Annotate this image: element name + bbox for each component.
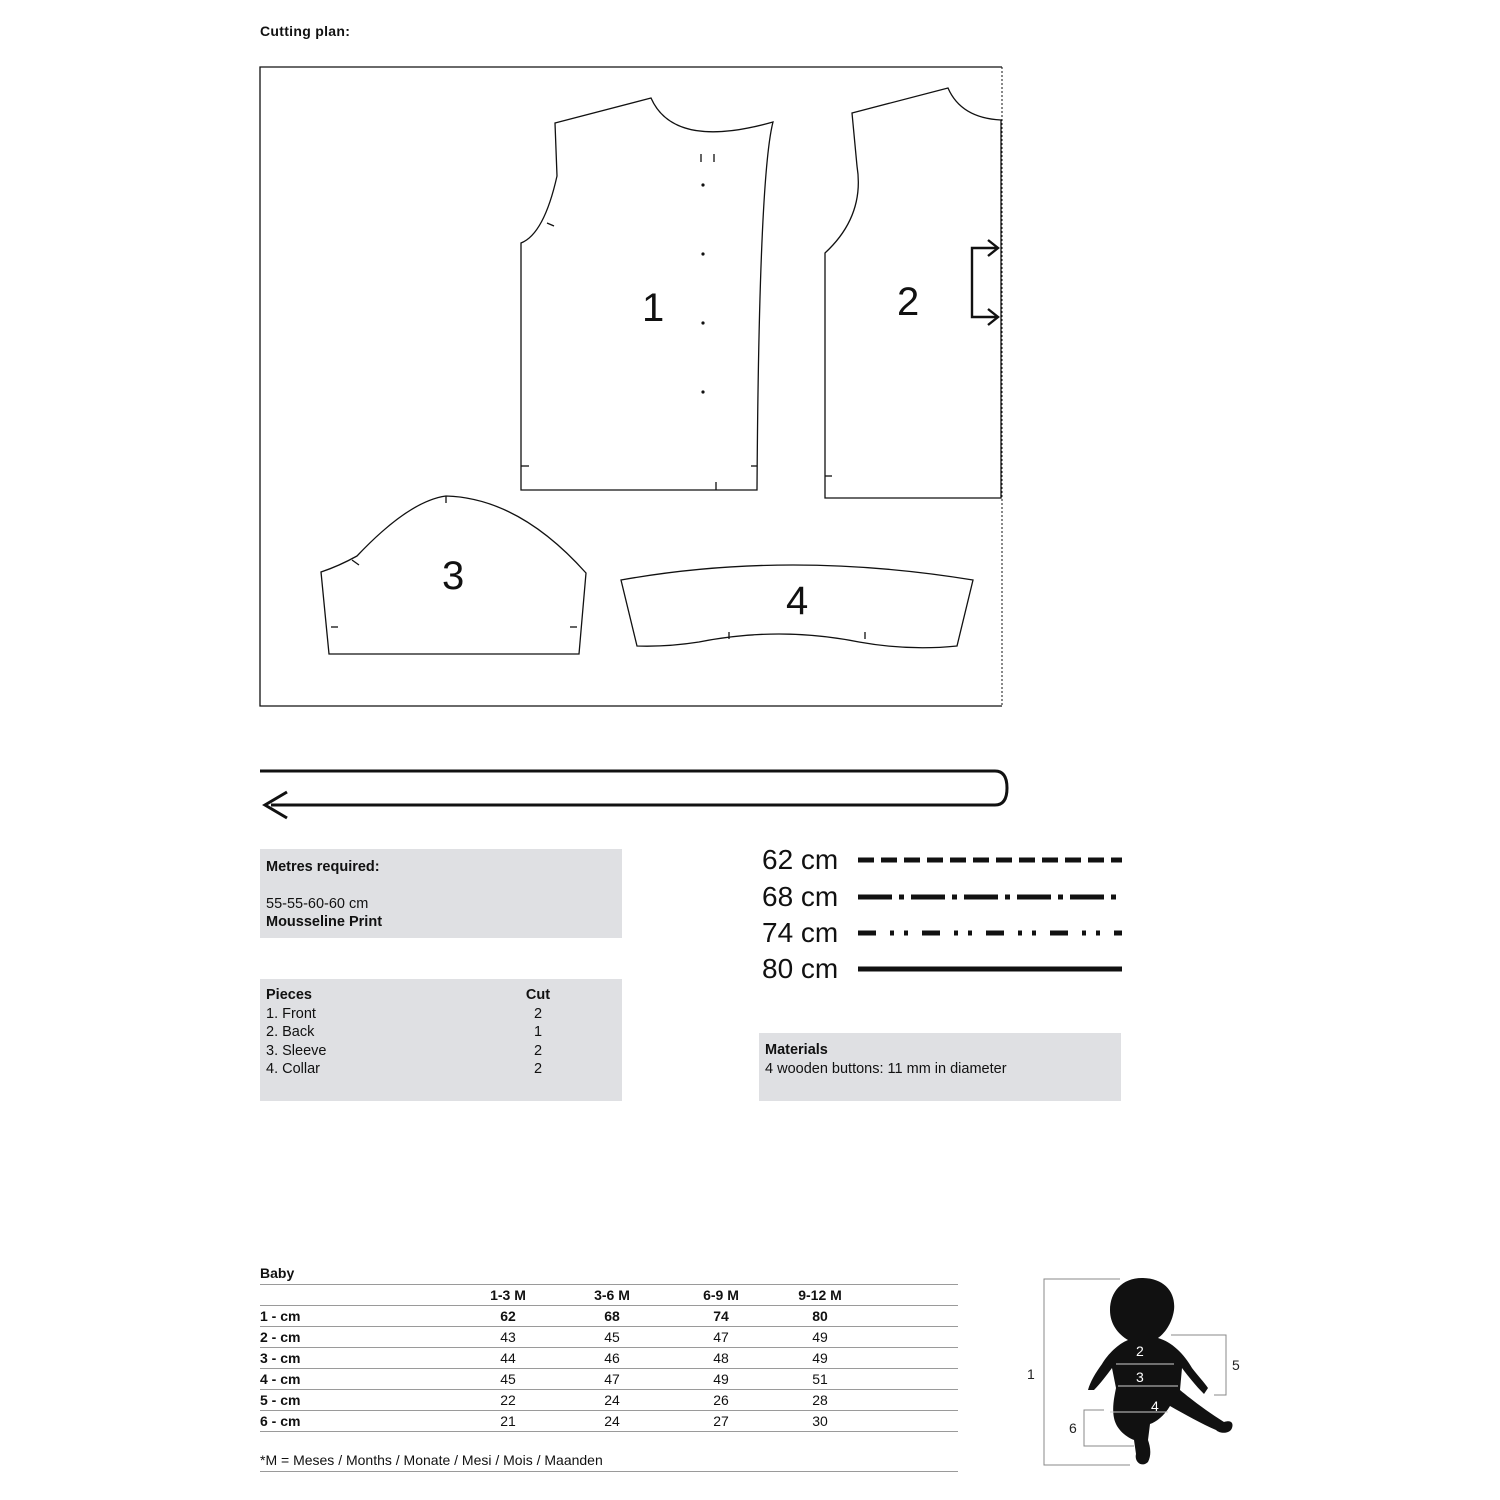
piece-row (266, 1042, 622, 1061)
piece-row (266, 1060, 622, 1079)
table-row (260, 1327, 958, 1348)
piece-name: 4. Collar (266, 1061, 320, 1077)
table-cell: 26 (668, 1390, 774, 1411)
page-title: Cutting plan: (260, 23, 351, 39)
fabric-name: Mousseline Print (266, 914, 383, 930)
table-row (260, 1348, 958, 1369)
legend-label: 80 cm (762, 953, 839, 984)
table-cell: 48 (668, 1348, 774, 1369)
figure-label-5: 5 (1232, 1357, 1240, 1373)
pieces-box (260, 979, 622, 1101)
legend-row-74 (762, 915, 1122, 951)
table-cell: 47 (556, 1369, 668, 1390)
pieces-column-header: Pieces (266, 987, 312, 1003)
table-cell: 49 (668, 1369, 774, 1390)
size-footnote: *M = Meses / Months / Monate / Mesi / Mois / Maanden (260, 1452, 958, 1472)
piece-cut: 1 (533, 1024, 543, 1040)
legend-label: 62 cm (762, 844, 839, 875)
piece-name: 2. Back (266, 1024, 315, 1040)
size-header: 6-9 M (668, 1285, 774, 1306)
table-cell: 27 (668, 1411, 774, 1432)
piece-number-1: 1 (642, 286, 665, 330)
grain-line-arrow (259, 768, 1011, 824)
table-cell: 68 (556, 1306, 668, 1327)
piece-name: 3. Sleeve (266, 1042, 327, 1059)
piece-number-4: 4 (786, 579, 809, 623)
size-table (260, 1265, 958, 1432)
legend-label: 68 cm (762, 881, 839, 912)
table-cell: 44 (460, 1348, 556, 1369)
materials-box (759, 1033, 1121, 1101)
row-label: 5 - cm (260, 1390, 460, 1411)
table-row (260, 1369, 958, 1390)
fabric-frame (260, 67, 1002, 706)
cutting-plan-diagram (259, 66, 1007, 710)
baby-silhouette-icon (1088, 1278, 1233, 1464)
figure-label-6: 6 (1069, 1420, 1077, 1436)
metres-amount: 55-55-60-60 cm (266, 895, 369, 912)
legend-row-62 (762, 842, 1122, 878)
table-cell: 49 (774, 1327, 866, 1348)
materials-text: 4 wooden buttons: 11 mm in diameter (765, 1060, 1007, 1077)
piece-row (266, 1005, 622, 1024)
table-cell: 30 (774, 1411, 866, 1432)
row-label: 4 - cm (260, 1369, 460, 1390)
table-cell: 51 (774, 1369, 866, 1390)
piece-number-2: 2 (897, 280, 920, 324)
materials-heading: Materials (765, 1042, 828, 1058)
row-label: 2 - cm (260, 1327, 460, 1348)
button-marks (701, 183, 704, 393)
figure-label-2: 2 (1136, 1343, 1144, 1359)
line-style-dash-dot-dot (858, 927, 1122, 939)
table-cell: 62 (460, 1306, 556, 1327)
piece-row (266, 1023, 622, 1042)
metres-required-box (260, 849, 622, 938)
piece-cut: 2 (533, 1005, 543, 1022)
metres-heading: Metres required: (266, 859, 380, 875)
line-style-solid (858, 963, 1122, 975)
table-cell: 46 (556, 1348, 668, 1369)
piece-cut: 2 (533, 1042, 543, 1059)
table-row (260, 1306, 958, 1327)
piece-number-3: 3 (442, 554, 465, 598)
size-header: 1-3 M (460, 1285, 556, 1306)
piece-name: 1. Front (266, 1005, 316, 1022)
table-cell: 24 (556, 1411, 668, 1432)
row-label: 6 - cm (260, 1411, 460, 1432)
table-row (260, 1390, 958, 1411)
table-cell: 45 (556, 1327, 668, 1348)
table-cell: 49 (774, 1348, 866, 1369)
figure-label-3: 3 (1136, 1369, 1144, 1385)
piece-cut: 2 (533, 1061, 543, 1077)
place-on-fold-marker (972, 240, 998, 325)
figure-label-4: 4 (1151, 1398, 1159, 1414)
table-cell: 24 (556, 1390, 668, 1411)
legend-label: 74 cm (762, 917, 839, 948)
figure-label-1: 1 (1027, 1366, 1035, 1382)
legend-row-80 (762, 951, 1122, 987)
row-label: 1 - cm (260, 1306, 460, 1327)
table-cell: 43 (460, 1327, 556, 1348)
table-cell: 28 (774, 1390, 866, 1411)
size-header-row (260, 1285, 958, 1306)
table-cell: 22 (460, 1390, 556, 1411)
size-table-title: Baby (260, 1265, 958, 1285)
table-cell: 21 (460, 1411, 556, 1432)
table-row (260, 1411, 958, 1432)
table-cell: 80 (774, 1306, 866, 1327)
row-label: 3 - cm (260, 1348, 460, 1369)
baby-measurement-figure (1024, 1272, 1254, 1472)
cut-column-header: Cut (525, 987, 551, 1003)
line-style-dashed (858, 854, 1122, 866)
legend-row-68 (762, 879, 1122, 915)
table-cell: 45 (460, 1369, 556, 1390)
line-style-dash-dot (858, 891, 1122, 903)
size-header: 9-12 M (774, 1285, 866, 1306)
table-cell: 47 (668, 1327, 774, 1348)
size-header: 3-6 M (556, 1285, 668, 1306)
table-cell: 74 (668, 1306, 774, 1327)
